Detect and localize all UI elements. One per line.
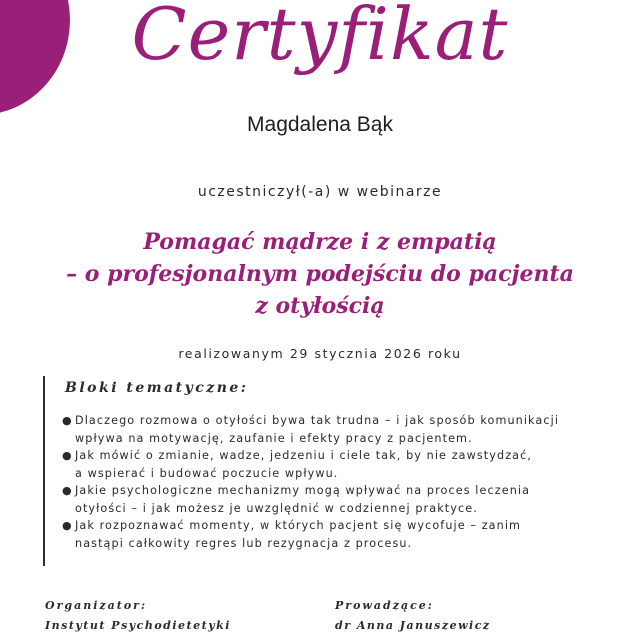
topic-line: wpływa na motywację, zaufanie i efekty pracy z pacjentem. (75, 431, 473, 445)
topic-line: nastąpi całkowity regres lub rezygnacja z procesu. (75, 536, 413, 550)
webinar-title (0, 226, 640, 322)
topic-line: Jak mówić o zmianie, wadze, jedzeniu i ciele tak, by nie zawstydzać, (75, 449, 533, 462)
recipient-name: Magdalena Bąk (247, 113, 393, 136)
topic-line: a wspierać i budować poczucie wpływu. (75, 466, 339, 480)
topics-heading: Bloki tematyczne: (65, 380, 249, 396)
lead-name: dr Anna Januszewicz (335, 619, 491, 632)
bullet-icon: ● (62, 484, 73, 497)
topic-item (62, 517, 615, 552)
topic-line: otyłości – i jak możesz je uwzględnić w codziennej praktyce. (75, 501, 478, 515)
topic-line: Dlaczego rozmowa o otyłości bywa tak trudna – i jak sposób komunikacji (75, 414, 560, 427)
topic-line: Jakie psychologiczne mechanizmy mogą wpływać na proces leczenia (75, 484, 531, 497)
bullet-icon: ● (62, 519, 73, 532)
topic-line: Jak rozpoznawać momenty, w których pacjent się wycofuje – zanim (75, 519, 522, 532)
certificate-title: Certyfikat (131, 0, 509, 76)
webinar-date: realizowanym 29 stycznia 2026 roku (178, 346, 462, 361)
topic-item (62, 412, 615, 447)
topic-item (62, 482, 615, 517)
lead-label: Prowadzące: (335, 599, 434, 612)
topic-list (45, 412, 615, 552)
organizer-name: Instytut Psychodietetyki (45, 619, 231, 632)
topics-section (43, 376, 605, 566)
webinar-title-line: – o profesjonalnym podejściu do pacjenta (66, 261, 574, 287)
webinar-title-line: z otyłością (255, 293, 385, 319)
webinar-title-line: Pomagać mądrze i z empatią (143, 229, 497, 255)
bullet-icon: ● (62, 449, 73, 462)
topic-item (62, 447, 615, 482)
organizer-label: Organizator: (45, 599, 148, 612)
participation-intro: uczestniczył(-a) w webinarze (197, 184, 443, 200)
bullet-icon: ● (62, 414, 73, 427)
